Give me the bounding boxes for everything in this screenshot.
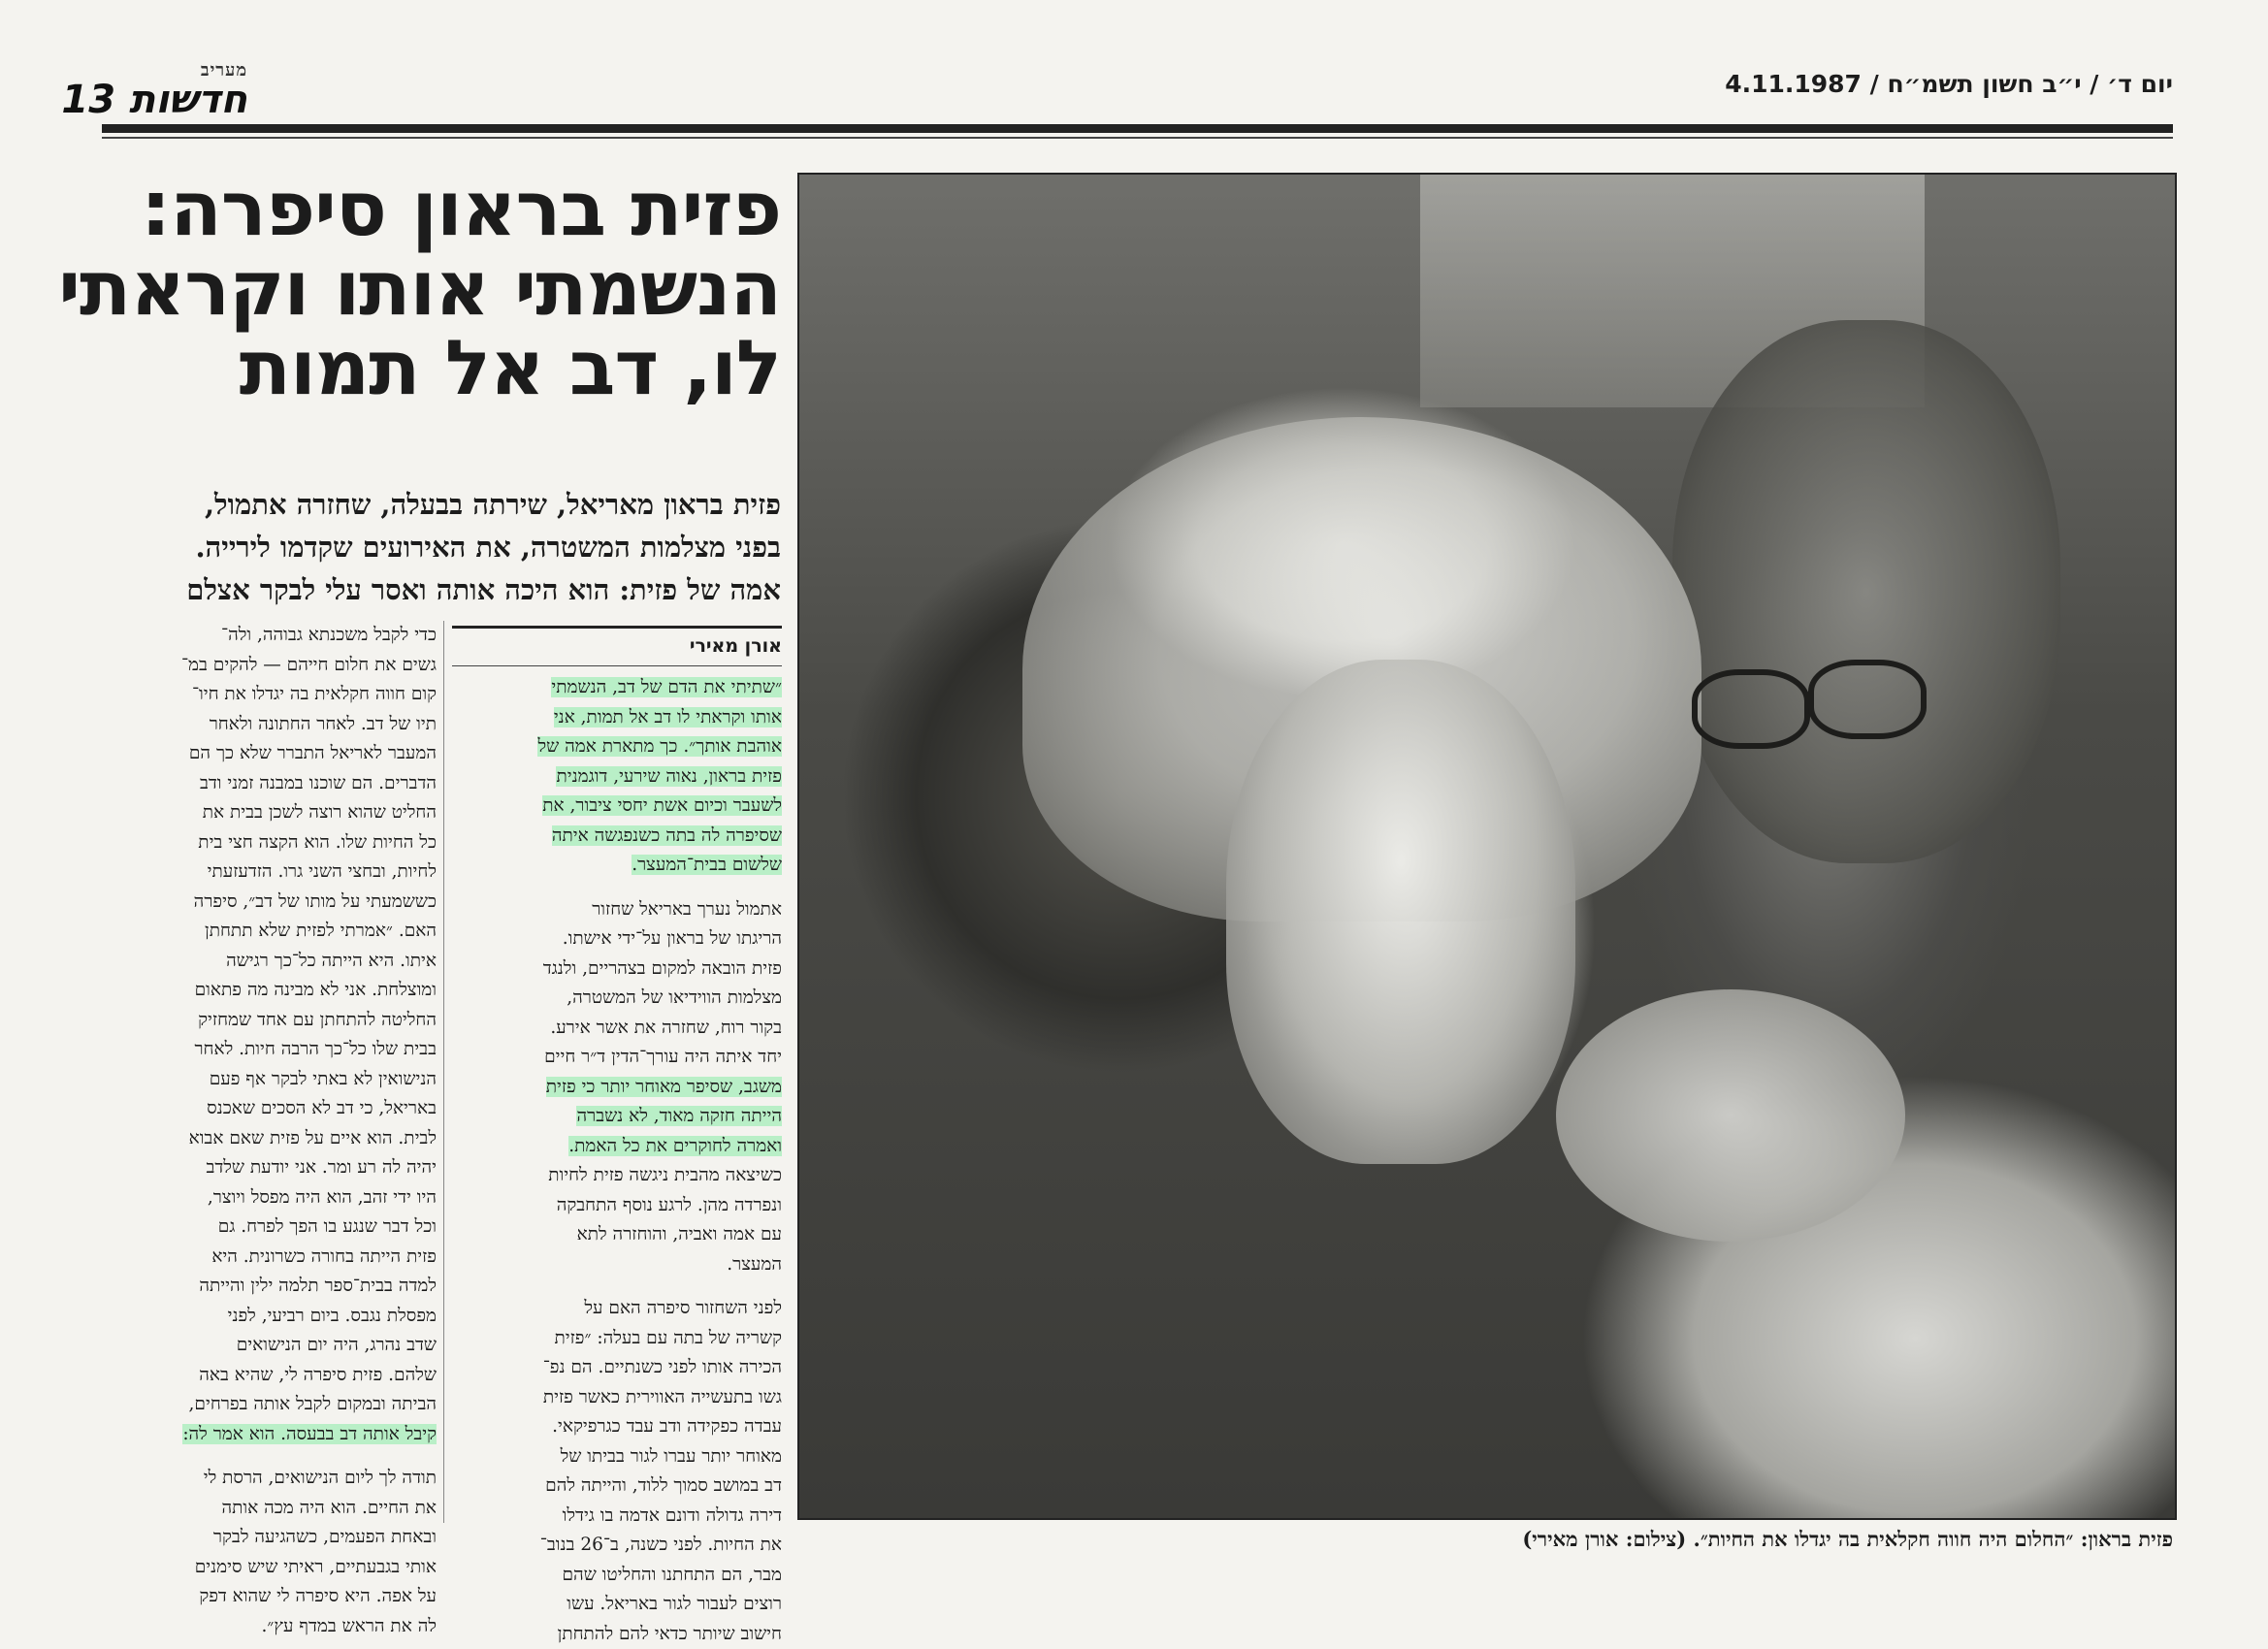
article-line: מאוחר יותר עברו לגור בביתו של: [452, 1442, 782, 1472]
article-line: לפני השחזור סיפרה האם על: [452, 1294, 782, 1324]
newspaper-name: מעריב: [102, 60, 247, 81]
paragraph-gap: [105, 1449, 437, 1464]
article-line: קום חווה חקלאית בה יגדלו את חיו־: [105, 680, 437, 710]
article-line: וכל דבר שנגע בו הפך לפרח. גם: [105, 1212, 437, 1243]
highlighted-text: שלשום בבית־המעצר.: [632, 855, 782, 875]
article-line: תודה לך ליום הנישואים, הרסת לי: [105, 1464, 437, 1494]
article-line: על אפה. היא סיפרה לי שהוא דפק: [105, 1582, 437, 1612]
article-line: בבית שלו כל־כך הרבה חיות. לאחר: [105, 1035, 437, 1065]
article-line: רוצים לעבור לגור באריאל. עשו: [452, 1590, 782, 1620]
article-line: את החיות. לפני כשנה, ב־26 בנוב־: [452, 1531, 782, 1561]
article-line-highlighted: [452, 762, 782, 792]
article-line: אתמול נערך באריאל שחזור: [452, 895, 782, 925]
glasses-icon: [1692, 669, 1810, 749]
article-line-highlighted: [452, 1102, 782, 1132]
article-line: עם אמה ואביה, והוחזרה לתא: [452, 1220, 782, 1250]
article-line: יחד איתה היה עורך־הדין ד״ר חיים: [452, 1043, 782, 1073]
highlighted-text: הייתה חזקה מאוד, לא נשברה: [576, 1106, 782, 1126]
highlighted-text: ואמרה לחוקרים את כל האמת.: [568, 1136, 782, 1156]
article-line: שדב נהרג, היה יום הנישואים: [105, 1331, 437, 1361]
article-line: את החיים. הוא היה מכה אותה: [105, 1494, 437, 1524]
article-line: תיו של דב. לאחר החתונה ולאחר: [105, 710, 437, 740]
date-line: יום ד׳ / י״ב חשון תשמ״ח / 4.11.1987: [1707, 70, 2173, 98]
article-line-highlighted: [105, 1420, 437, 1450]
article-line: החליטה להתחתן עם אחד שמחזיק: [105, 1006, 437, 1036]
article-line: הכירה אותו לפני כשנתיים. הם נפ־: [452, 1353, 782, 1383]
article-line-highlighted: [452, 673, 782, 703]
article-line: יהיה לה רע ומר. אני יודעת שלדב: [105, 1153, 437, 1183]
article-line-highlighted: [452, 703, 782, 733]
highlighted-text: קיבל אותה דב בבעסה. הוא אמר לה:: [182, 1424, 437, 1444]
article-line: איתו. היא הייתה כל־כך רגישה: [105, 947, 437, 977]
article-line: ונפרדה מהן. לרגע נוסף התחבקה: [452, 1191, 782, 1221]
article-line: כדי לקבל משכנתא גבוהה, ולה־: [105, 621, 437, 651]
highlighted-text: לשעבר וכיום אשת יחסי ציבור, את: [542, 795, 782, 816]
article-line: לחיות, ובחצי השני גרו. הזדעזעתי: [105, 857, 437, 888]
paragraph-gap: [452, 881, 782, 895]
article-line: הביתה ובמקום לקבל אותה בפרחים,: [105, 1390, 437, 1420]
article-line: מפסלת נגבס. ביום רביעי, לפני: [105, 1302, 437, 1332]
article-column-left: [105, 621, 437, 1641]
article-line: מבר, הם התחתנו והחליטו שהם: [452, 1561, 782, 1591]
article-line: גשים את חלום חייהם — להקים במ־: [105, 651, 437, 681]
article-line: פזית הובאה למקום בצהריים, ולנגד: [452, 954, 782, 985]
headline: [102, 170, 781, 408]
article-line: קשריה של בתה עם בעלה: ״פזית: [452, 1324, 782, 1354]
article-line: דירה גדולה ודונם אדמה בו גידלו: [452, 1502, 782, 1532]
article-line-highlighted: [452, 851, 782, 881]
article-line: עבדה כפקידה ודב עבד כגרפיקאי.: [452, 1412, 782, 1442]
article-line: לבית. הוא איים על פזית שאם אבוא: [105, 1124, 437, 1154]
news-photo: [797, 173, 2177, 1520]
highlighted-text: אוהבת אותך״. כך מתארת אמה של: [537, 736, 782, 757]
article-line-highlighted: [452, 1073, 782, 1103]
article-line: כל החיות שלו. הוא הקצה חצי בית: [105, 828, 437, 858]
article-line: חישוב שיותר כדאי להם להתחתן: [452, 1620, 782, 1649]
highlighted-text: פזית בראון, נאוה שירעי, דוגמנית: [556, 766, 782, 787]
photo-hands: [1556, 989, 1905, 1242]
article-line: גשו בתעשייה האווירית כאשר פזית: [452, 1383, 782, 1413]
byline: אורן מאירי: [452, 626, 782, 666]
article-line: היו ידי זהב, הוא היה מפסל ויוצר,: [105, 1183, 437, 1213]
lead-line: בפני מצלמות המשטרה, את האירועים שקדמו לירייה.: [102, 526, 781, 568]
article-line-highlighted: [452, 792, 782, 822]
headline-line: פזית בראון סיפרה:: [102, 170, 781, 249]
masthead-rule-thin: [102, 137, 2173, 139]
glasses-icon: [1808, 660, 1927, 739]
lead-line: פזית בראון מאריאל, שירתה בבעלה, שחזרה אתמול,: [102, 483, 781, 526]
highlighted-text: שסיפרה לה בתה כשנפגשה איתה: [552, 825, 782, 846]
article-line: למדה בבית־ספר תלמה ילין והייתה: [105, 1272, 437, 1302]
highlighted-text: אותו וקראתי לו דב אל תמות, אני: [554, 707, 782, 728]
masthead-left: [102, 60, 247, 120]
article-line: החליט שהוא רוצה לשכן בבית את: [105, 798, 437, 828]
article-line: אותי בגבעתיים, ראיתי שיש סימנים: [105, 1553, 437, 1583]
article-line: ובאחת הפעמים, כשהגיעה לבקר: [105, 1523, 437, 1553]
photo-man-figure: [1672, 320, 2060, 863]
article-line: בקור רוח, שחזרה את אשר אירע.: [452, 1014, 782, 1044]
headline-line: לו, דב אל תמות: [102, 329, 781, 408]
article-line-highlighted: [452, 822, 782, 852]
photo-woman-face: [1226, 660, 1575, 1164]
article-line: כשיצאה מהבית ניגשה פזית לחיות: [452, 1161, 782, 1191]
section-name: חדשות 13: [102, 81, 247, 119]
lead-line: אמה של פזית: הוא היכה אותה ואסר עלי לבקר אצלם: [102, 568, 781, 611]
article-line-highlighted: [452, 732, 782, 762]
paragraph-gap: [452, 1279, 782, 1294]
masthead-rule: [102, 124, 2173, 133]
article-line: המעבר לאריאל התברר שלא כך הם: [105, 739, 437, 769]
highlighted-text: ״שתיתי את הדם של דב, הנשמתי: [551, 677, 782, 697]
article-line: הריגתו של בראון על־ידי אישתו.: [452, 924, 782, 954]
headline-line: הנשמתי אותו וקראתי: [102, 249, 781, 329]
article-line: המעצר.: [452, 1250, 782, 1280]
article-line: שלהם. פזית סיפרה לי, שהיא באה: [105, 1361, 437, 1391]
article-line: כששמעתי על מותו של דב״, סיפרה: [105, 888, 437, 918]
article-line: לה את הראש במדף עץ״.: [105, 1612, 437, 1642]
lead-paragraph: [102, 483, 781, 611]
article-line: הדברים. הם שוכנו במבנה זמני ודב: [105, 769, 437, 799]
photo-caption: פזית בראון: ״החלום היה חווה חקלאית בה יגדלו את החיות״. (צילום: אורן מאירי): [1319, 1527, 2173, 1552]
highlighted-text: משגב, שסיפר מאוחר יותר כי פזית: [546, 1077, 782, 1097]
article-line-highlighted: [452, 1132, 782, 1162]
article-column-middle: [452, 673, 782, 1649]
column-divider: [443, 621, 444, 1523]
article-line: ומוצלחת. אני לא מבינה מה פתאום: [105, 976, 437, 1006]
masthead-right: [1707, 60, 2173, 120]
article-line: הנישואין לא באתי לבקר אף פעם: [105, 1065, 437, 1095]
article-line: האם. ״אמרתי לפזית שלא תתחתן: [105, 917, 437, 947]
article-line: באריאל, כי דב לא הסכים שאכנס: [105, 1094, 437, 1124]
article-line: מצלמות הווידיאו של המשטרה,: [452, 984, 782, 1014]
article-line: דב במושב סמוך ללוד, והייתה להם: [452, 1471, 782, 1502]
article-line: פזית הייתה בחורה כשרונית. היא: [105, 1243, 437, 1273]
